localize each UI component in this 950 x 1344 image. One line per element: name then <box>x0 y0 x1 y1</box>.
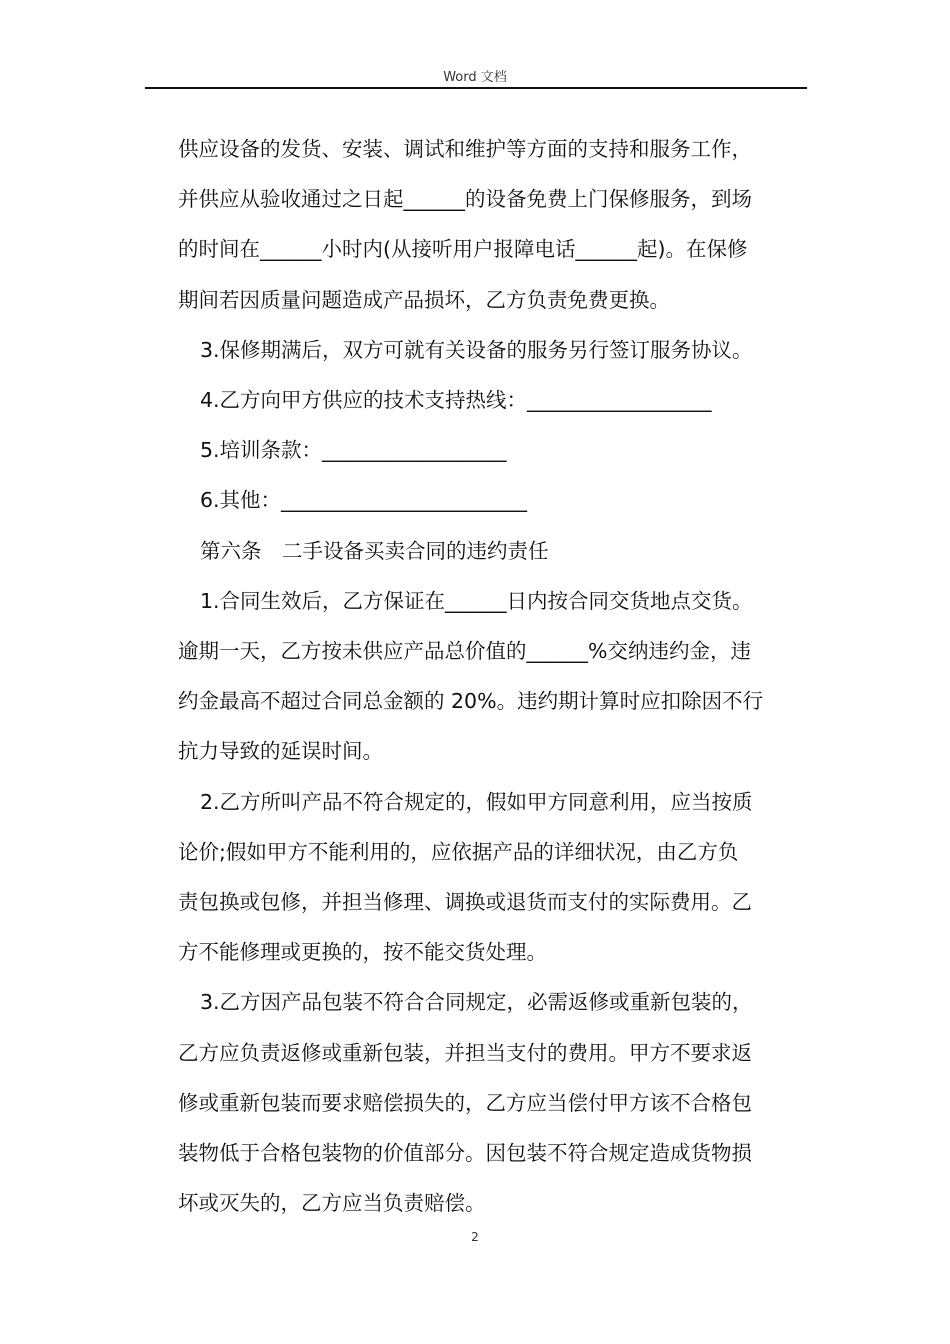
body-line: 2.乙方所叫产品不符合规定的，假如甲方同意利用，应当按质 <box>200 789 753 814</box>
body-line: 1.合同生效后，乙方保证在______日内按合同交货地点交货。 <box>200 588 753 613</box>
page-number: 2 <box>471 1230 479 1244</box>
body-line: 乙方应负责返修或重新包装，并担当支付的费用。甲方不要求返 <box>178 1040 752 1065</box>
body-line: 坏或灭失的，乙方应当负责赔偿。 <box>178 1191 486 1216</box>
body-line: 修或重新包装而要求赔偿损失的，乙方应当偿付甲方该不合格包 <box>178 1090 752 1115</box>
section-heading: 第六条 二手设备买卖合同的违约责任 <box>200 538 549 563</box>
body-line: 的时间在______小时内(从接听用户报障电话______起)。在保修 <box>178 237 748 262</box>
body-line: 3.乙方因产品包装不符合合同规定，必需返修或重新包装的， <box>200 990 753 1015</box>
body-line: 论价;假如甲方不能利用的，应依据产品的详细状况，由乙方负 <box>178 839 739 864</box>
body-line: 5.培训条款：__________________ <box>200 438 507 463</box>
body-line: 责包换或包修，并担当修理、调换或退货而支付的实际费用。乙 <box>178 890 752 915</box>
body-line: 并供应从验收通过之日起______的设备免费上门保修服务，到场 <box>178 187 752 212</box>
body-line: 3.保修期满后，双方可就有关设备的服务另行签订服务协议。 <box>200 337 753 362</box>
body-line: 6.其他：________________________ <box>200 488 528 513</box>
header-divider <box>145 87 807 89</box>
body-line: 约金最高不超过合同总金额的 20%。违约期计算时应扣除因不行 <box>178 689 764 714</box>
body-line: 逾期一天，乙方按未供应产品总价值的______%交纳违约金，违 <box>178 639 751 664</box>
document-body <box>178 124 808 1228</box>
page-header: Word 文档 <box>443 70 507 85</box>
body-line: 装物低于合格包装物的价值部分。因包装不符合规定造成货物损 <box>178 1141 752 1166</box>
body-line: 4.乙方向甲方供应的技术支持热线：__________________ <box>200 388 712 413</box>
body-line: 期间若因质量问题造成产品损坏，乙方负责免费更换。 <box>178 287 670 312</box>
body-line: 方不能修理或更换的，按不能交货处理。 <box>178 940 547 965</box>
body-line: 供应设备的发货、安装、调试和维护等方面的支持和服务工作， <box>178 137 752 161</box>
body-line: 抗力导致的延误时间。 <box>178 739 383 764</box>
